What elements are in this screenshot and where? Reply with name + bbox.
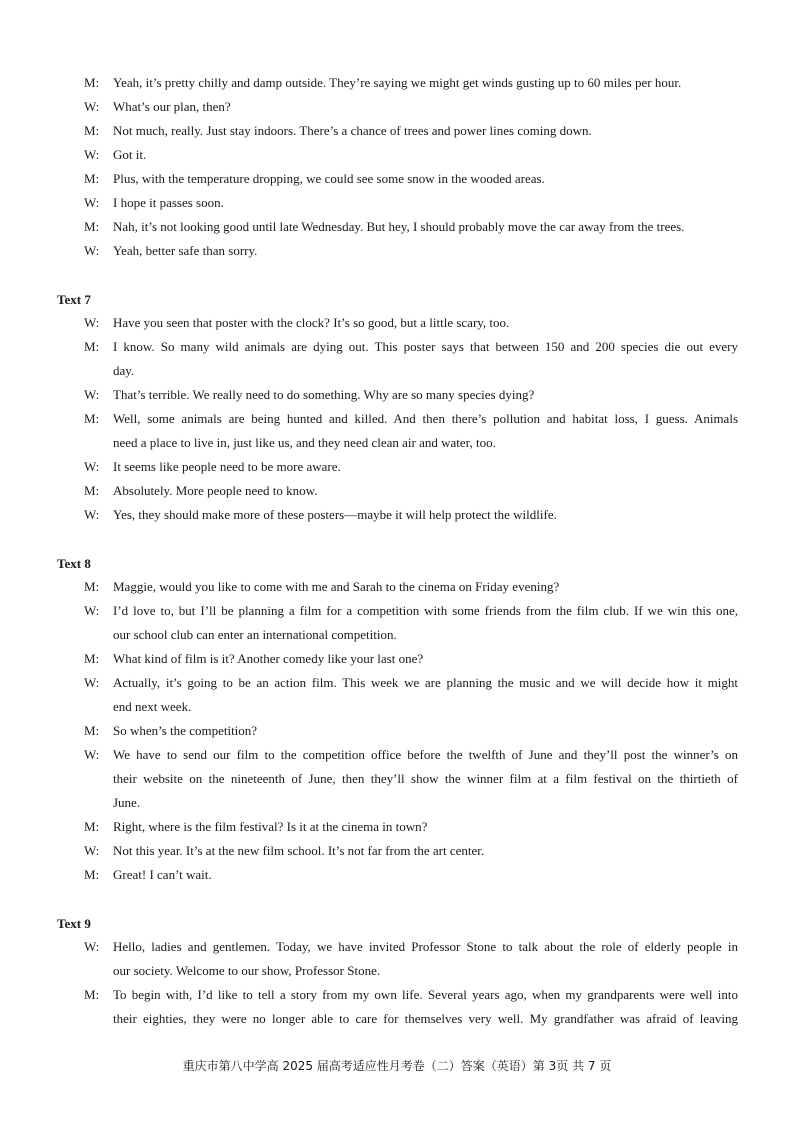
dialogue-line: [0, 431, 794, 455]
speaker-label: W:: [84, 747, 100, 762]
line-text: Maggie, would you like to come with me and Sarah to the cinema on Friday evening?: [113, 579, 560, 594]
line-text: Hello, ladies and gentlemen. Today, we have invited Professor Stone to talk about the role of elderly people in: [113, 939, 738, 954]
dialogue-line: [0, 1007, 794, 1031]
line-text: Well, some animals are being hunted and killed. And then there’s pollution and habitat loss, I guess. Animals: [113, 411, 738, 426]
dialogue-line: [0, 95, 794, 119]
speaker-label: M:: [84, 483, 100, 498]
dialogue-line: [0, 167, 794, 191]
speaker-label: M:: [84, 579, 100, 594]
dialogue-line: [0, 359, 794, 383]
dialogue-line: [0, 623, 794, 647]
dialogue-line: [0, 647, 794, 671]
line-text: We have to send our film to the competition office before the twelfth of June and they’ll post the winner’s on: [113, 747, 738, 762]
line-text: So when’s the competition?: [113, 723, 258, 738]
speaker-label: W:: [84, 675, 100, 690]
line-text: our society. Welcome to our show, Professor Stone.: [113, 963, 381, 978]
line-text: That’s terrible. We really need to do something. Why are so many species dying?: [113, 387, 535, 402]
dialogue-line: [0, 695, 794, 719]
speaker-label: M:: [84, 819, 100, 834]
speaker-label: W:: [84, 387, 100, 402]
section-title-text7: Text 7: [57, 292, 91, 307]
dialogue-line: [0, 311, 794, 335]
dialogue-text9: [0, 935, 794, 1031]
section-title-text8: Text 8: [57, 556, 91, 571]
line-text: Nah, it’s not looking good until late Wednesday. But hey, I should probably move the car away from the trees.: [113, 219, 685, 234]
dialogue-line: [0, 599, 794, 623]
line-text: Not much, really. Just stay indoors. There’s a chance of trees and power lines coming down.: [113, 123, 592, 138]
dialogue-text7: [0, 311, 794, 527]
speaker-label: M:: [84, 651, 100, 666]
speaker-label: W:: [84, 195, 100, 210]
dialogue-line: [0, 455, 794, 479]
dialogue-line: [0, 503, 794, 527]
dialogue-line: [0, 839, 794, 863]
line-text: Got it.: [113, 147, 147, 162]
dialogue-text8: [0, 575, 794, 887]
speaker-label: W:: [84, 243, 100, 258]
speaker-label: W:: [84, 459, 100, 474]
speaker-label: M:: [84, 339, 100, 354]
line-text: Right, where is the film festival? Is it at the cinema in town?: [113, 819, 428, 834]
speaker-label: M:: [84, 123, 100, 138]
dialogue-line: [0, 767, 794, 791]
line-text: Great! I can’t wait.: [113, 867, 212, 882]
line-text: I know. So many wild animals are dying out. This poster says that between 150 and 200 species die out every: [113, 339, 738, 354]
speaker-label: M:: [84, 75, 100, 90]
line-text: What kind of film is it? Another comedy like your last one?: [113, 651, 424, 666]
dialogue-line: [0, 719, 794, 743]
speaker-label: M:: [84, 219, 100, 234]
line-text: our school club can enter an international competition.: [113, 627, 397, 642]
line-text: Absolutely. More people need to know.: [113, 483, 318, 498]
dialogue-line: [0, 791, 794, 815]
dialogue-line: [0, 575, 794, 599]
line-text: Plus, with the temperature dropping, we could see some snow in the wooded areas.: [113, 171, 545, 186]
dialogue-line: [0, 863, 794, 887]
speaker-label: W:: [84, 315, 100, 330]
dialogue-line: [0, 239, 794, 263]
speaker-label: W:: [84, 147, 100, 162]
line-text: Yes, they should make more of these posters—maybe it will help protect the wildlife.: [113, 507, 557, 522]
line-text: Actually, it’s going to be an action film. This week we are planning the music and we will decide how it might: [113, 675, 738, 690]
speaker-label: M:: [84, 867, 100, 882]
line-text: It seems like people need to be more aware.: [113, 459, 341, 474]
line-text: Yeah, better safe than sorry.: [113, 243, 258, 258]
line-text: Not this year. It’s at the new film school. It’s not far from the art center.: [113, 843, 485, 858]
speaker-label: W:: [84, 603, 100, 618]
dialogue-line: [0, 959, 794, 983]
line-text: end next week.: [113, 699, 192, 714]
speaker-label: W:: [84, 939, 100, 954]
line-text: I’d love to, but I’ll be planning a film for a competition with some friends from the film club. If we win this one,: [113, 603, 738, 618]
dialogue-line: [0, 215, 794, 239]
speaker-label: M:: [84, 171, 100, 186]
dialogue-line: [0, 743, 794, 767]
line-text: Yeah, it’s pretty chilly and damp outside. They’re saying we might get winds gusting up to 60 miles per hour.: [113, 75, 682, 90]
line-text: their eighties, they were no longer able to care for themselves very well. My grandfather was afraid of leaving: [113, 1011, 738, 1026]
dialogue-line: [0, 383, 794, 407]
line-text: I hope it passes soon.: [113, 195, 224, 210]
dialogue-line: [0, 335, 794, 359]
dialogue-line: [0, 71, 794, 95]
line-text: Have you seen that poster with the clock? It’s so good, but a little scary, too.: [113, 315, 510, 330]
dialogue-line: [0, 935, 794, 959]
dialogue-line: [0, 191, 794, 215]
speaker-label: W:: [84, 843, 100, 858]
speaker-label: W:: [84, 99, 100, 114]
dialogue-line: [0, 479, 794, 503]
line-text: To begin with, I’d like to tell a story from my own life. Several years ago, when my grandparents were well into: [113, 987, 738, 1002]
dialogue-line: [0, 407, 794, 431]
line-text: What’s our plan, then?: [113, 99, 231, 114]
speaker-label: M:: [84, 411, 100, 426]
dialogue-line: [0, 119, 794, 143]
speaker-label: M:: [84, 723, 100, 738]
speaker-label: W:: [84, 507, 100, 522]
line-text: their website on the nineteenth of June, then they’ll show the winner film at a film festival on the thirtieth of: [113, 771, 738, 786]
page-footer: 重庆市第八中学高 2025 届高考适应性月考卷（二）答案（英语）第 3页 共 7 页: [182, 1059, 612, 1073]
dialogue-line: [0, 815, 794, 839]
line-text: June.: [113, 795, 141, 810]
line-text: day.: [113, 363, 135, 378]
line-text: need a place to live in, just like us, and they need clean air and water, too.: [113, 435, 496, 450]
dialogue-line: [0, 143, 794, 167]
dialogue-line: [0, 983, 794, 1007]
section-title-text9: Text 9: [57, 916, 91, 931]
dialogue-line: [0, 671, 794, 695]
dialogue-intro: [0, 71, 794, 263]
speaker-label: M:: [84, 987, 100, 1002]
